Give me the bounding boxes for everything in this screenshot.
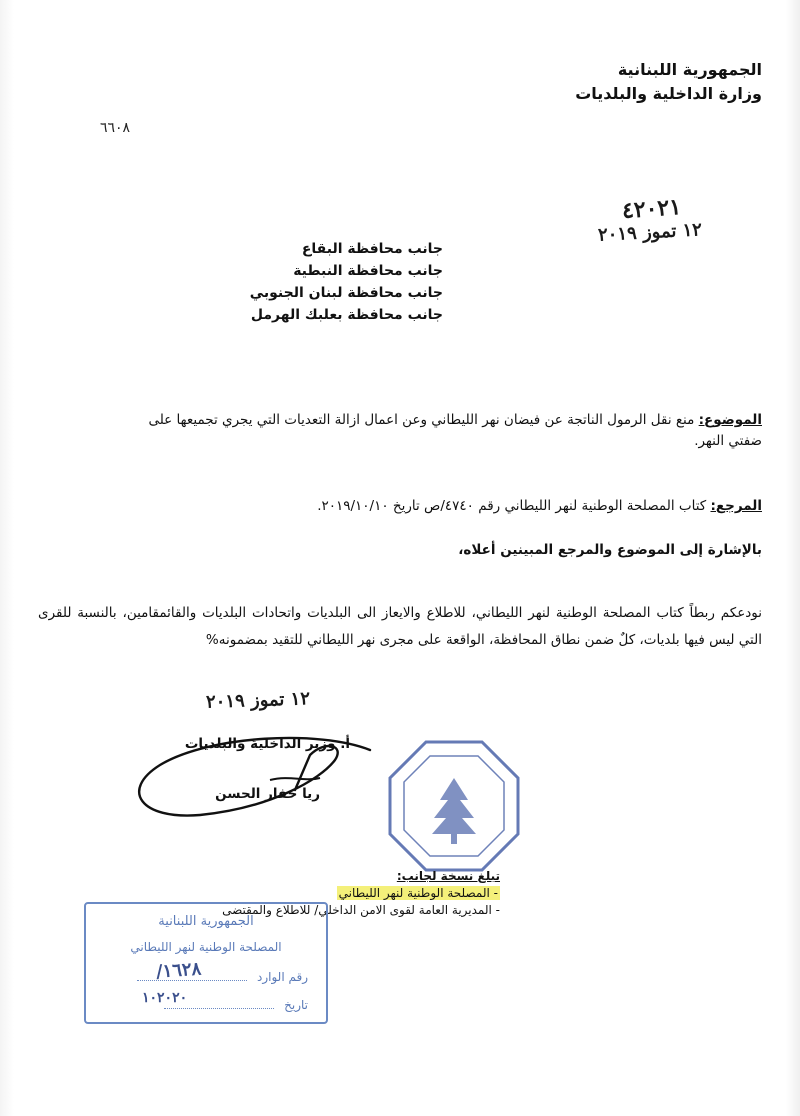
copies-title: تبلغ نسخة لجانب: — [396, 869, 500, 883]
reference-text: كتاب المصلحة الوطنية لنهر الليطاني رقم ٤٧٤٠/ص تاريخ ٢٠١٩/١٠/١٠. — [317, 498, 707, 514]
subject-text: منع نقل الرمول الناتجة عن فيضان نهر الليطاني وعن اعمال ازالة التعديات التي يجري تجميعها على ضفتي النهر. — [148, 412, 762, 449]
handwritten-date-sign: ١٢ تموز ٢٠١٩ — [205, 688, 311, 713]
stamp-date-value: ١٠٢٠٢٠ — [142, 990, 188, 1006]
letterhead-republic: الجمهورية اللبنانية — [617, 60, 762, 79]
intro-line: بالإشارة إلى الموضوع والمرجع المبينين أعلاه، — [458, 542, 762, 558]
subject-label: الموضوع: — [698, 412, 762, 428]
reference-label: المرجع: — [710, 498, 762, 514]
stamp-dotted-line — [137, 980, 247, 981]
stamp-incoming-value: ١٦٢٨/ — [155, 958, 202, 983]
handwritten-ref-number: ٤٢٠٢١ — [621, 193, 682, 225]
recipient-line: جانب محافظة البقاع — [301, 241, 443, 257]
recipient-line: جانب محافظة النبطية — [293, 263, 443, 279]
body-paragraph: نودعكم ربطاً كتاب المصلحة الوطنية لنهر الليطاني، للاطلاع والايعاز الى البلديات واتحادات البلديات والقائمقامين، بالنسبة للقرى التي ليس فيها بلديات، كلٌ ضمن نطاق المحافظة، الواقعة على مجرى نهر الليطاني للتقيد بمضمونه% — [38, 605, 762, 648]
cedar-icon — [432, 778, 476, 834]
recipient-line: جانب محافظة بعلبك الهرمل — [250, 307, 443, 323]
handwritten-date-top: ١٢ تموز ٢٠١٩ — [597, 219, 703, 246]
signature-name: ريا حفار الحسن — [215, 786, 320, 802]
stamp-dotted-line — [164, 1008, 274, 1009]
copies-item: - المديرية العامة لقوى الامن الداخلي/ للاطلاع والمقتضى — [222, 903, 500, 917]
stamp-date-label: تاريخ — [284, 998, 308, 1012]
letterhead — [575, 58, 762, 106]
subject-block — [118, 410, 762, 452]
letterhead-ministry: وزارة الداخلية والبلديات — [575, 84, 762, 103]
stamp-incoming-label: رقم الوارد — [257, 970, 308, 984]
stamp-republic: الجمهورية اللبنانية — [158, 914, 254, 929]
reference-number: ٦٦٠٨ — [100, 120, 131, 136]
copies-item — [222, 885, 500, 902]
reference-block — [118, 496, 762, 517]
signature-title: أ. وزير الداخلية والبلديات — [184, 736, 350, 752]
ministry-seal — [386, 738, 522, 874]
stamp-authority: المصلحة الوطنية لنهر الليطاني — [130, 940, 282, 954]
recipients-block — [250, 238, 443, 326]
recipient-line: جانب محافظة لبنان الجنوبي — [249, 285, 443, 301]
copies-item-text: - المصلحة الوطنية لنهر الليطاني — [338, 886, 498, 900]
receipt-stamp — [84, 902, 328, 1024]
